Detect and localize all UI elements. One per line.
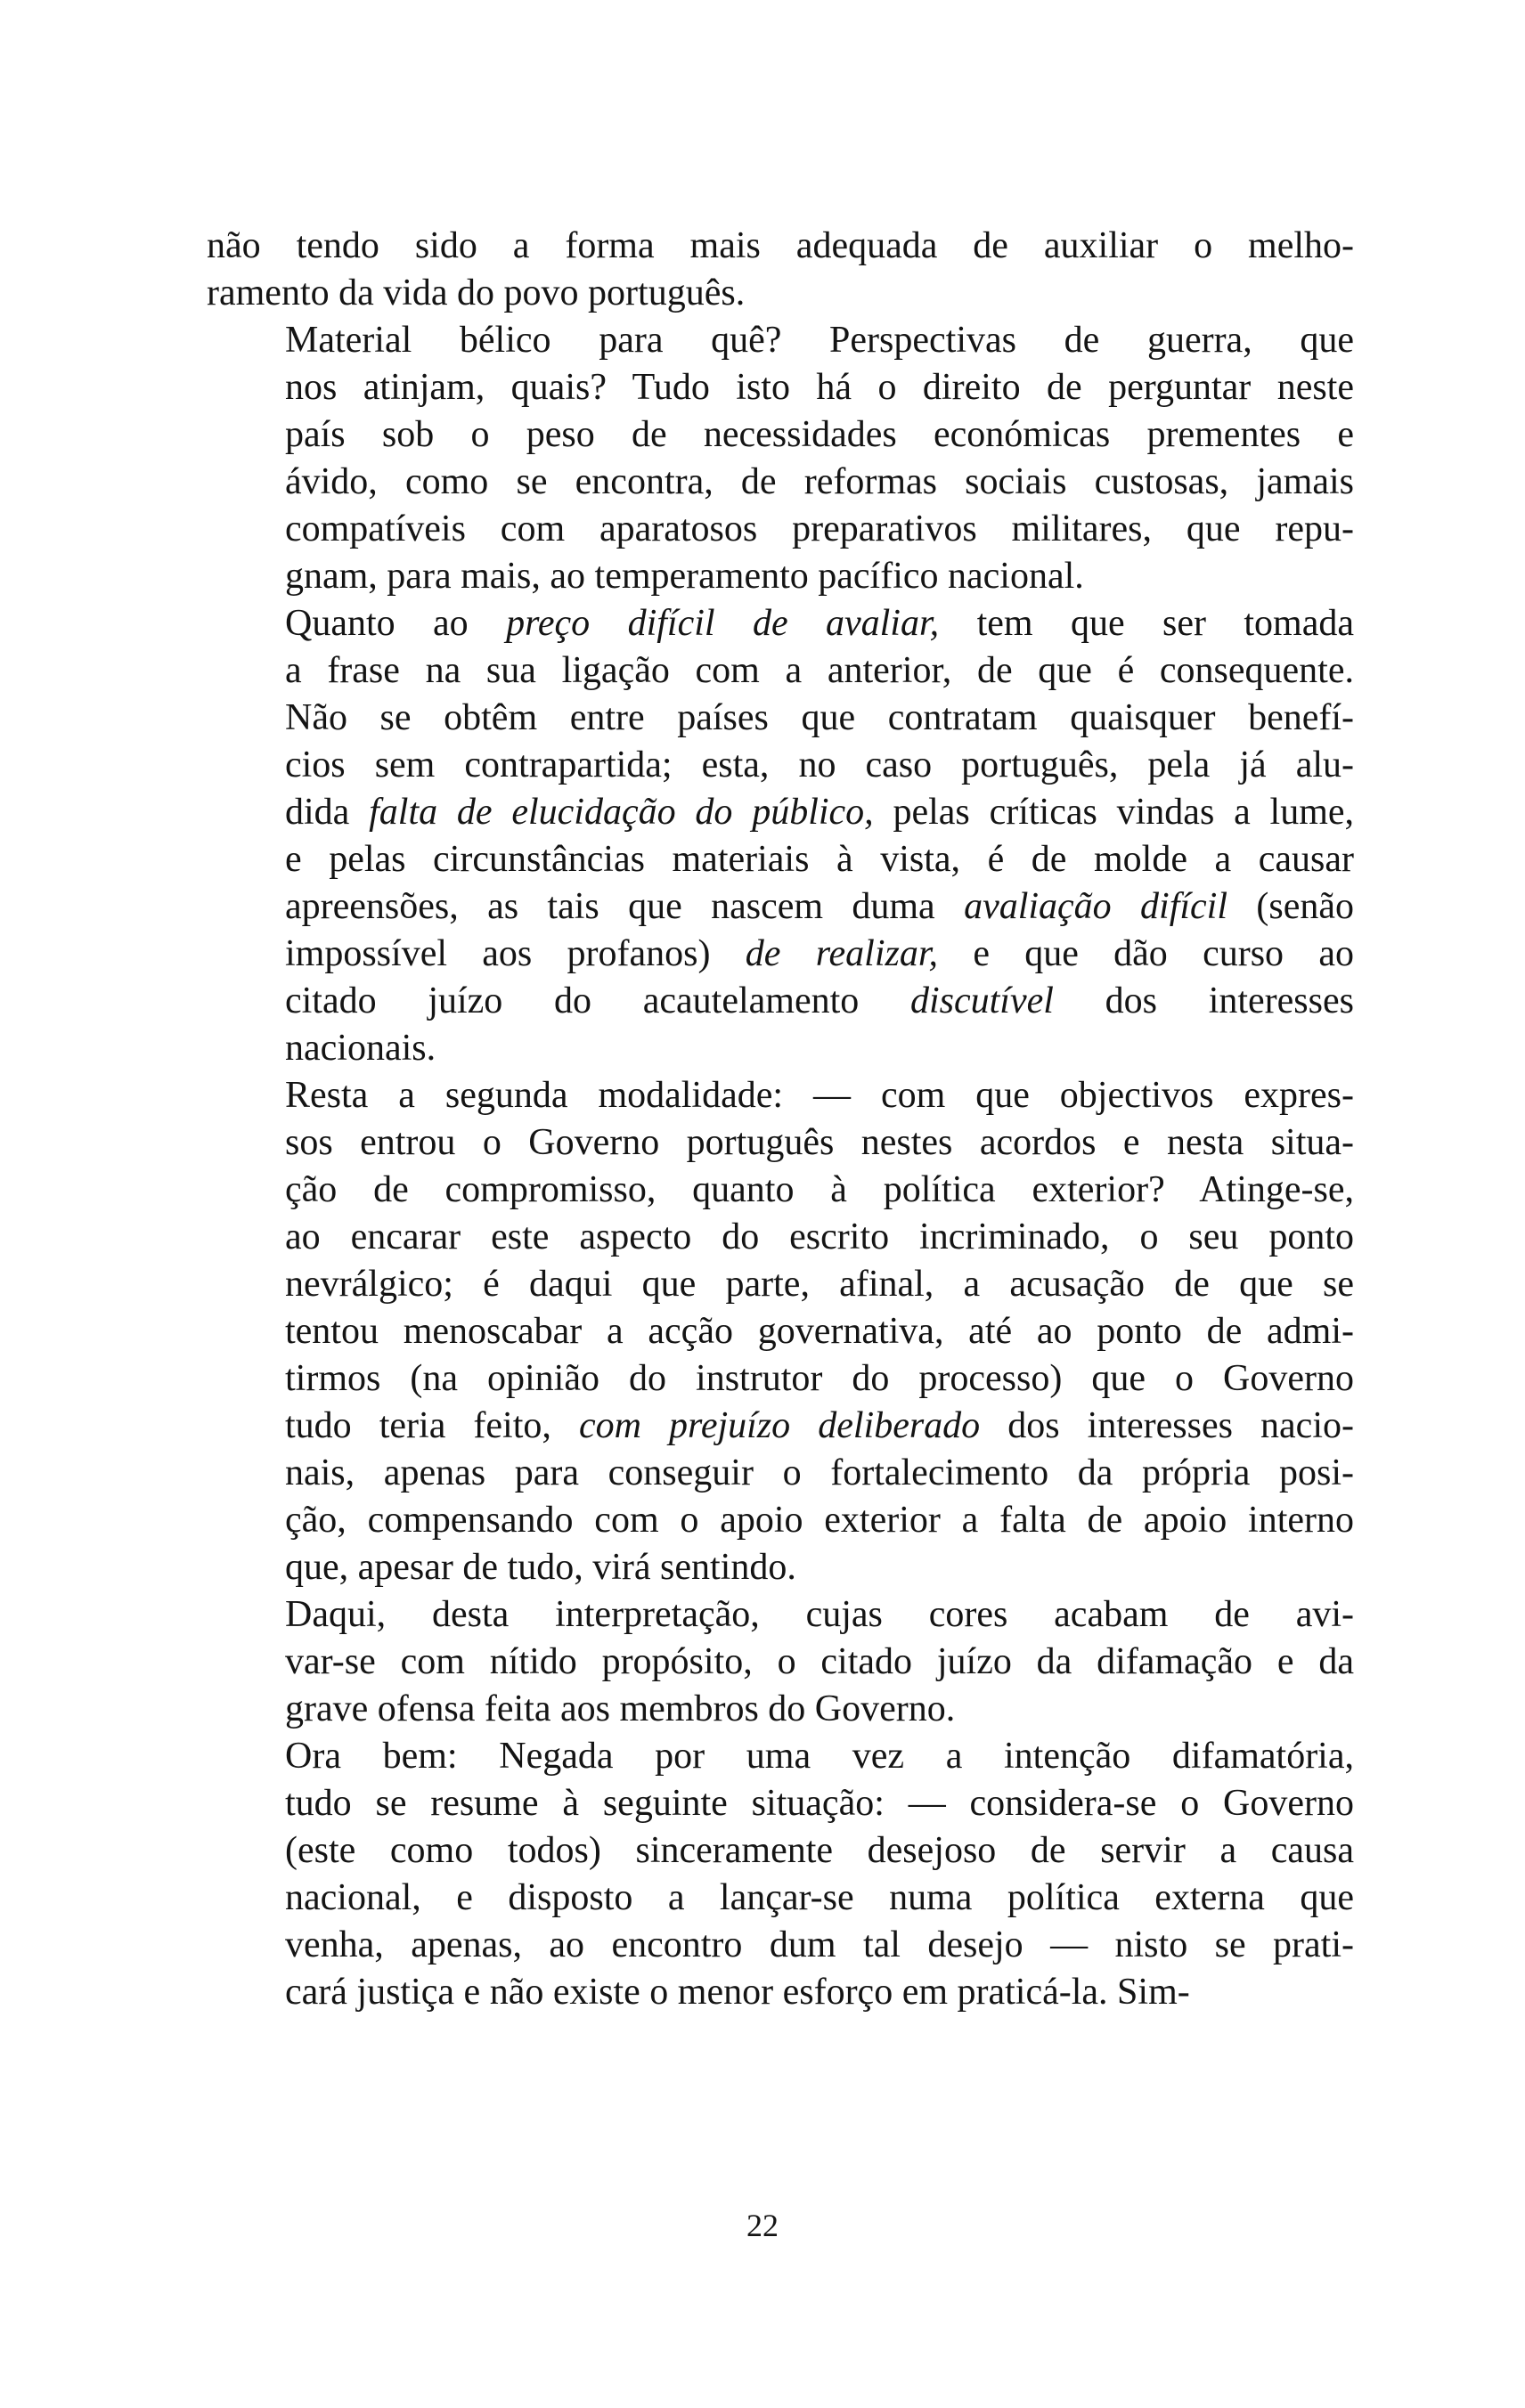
paragraph [207,1591,1354,1733]
text-run: pelas críticas vindas a lume, [873,792,1355,833]
text-line [207,506,1354,553]
text-line [207,1214,1354,1261]
body-text [207,223,1354,2016]
text-line [207,1072,1354,1119]
text-line [207,1780,1354,1827]
text-line [207,1875,1354,1922]
text-line [207,1403,1354,1450]
text-run: cios sem contrapartida; esta, no caso português, pela já alu- [285,744,1354,785]
text-run: Material bélico para quê? Perspectivas de guerra, que [285,320,1354,361]
text-run: ramento da vida do povo português. [207,273,746,313]
paragraph [207,600,1354,1072]
text-run: nevrálgico; é daqui que parte, afinal, a acusação de que se [285,1264,1354,1305]
text-line [207,1969,1354,2016]
text-run: apreensões, as tais que nascem duma [285,886,965,927]
text-run: var-se com nítido propósito, o citado juízo da difamação e da [285,1641,1354,1682]
text-line [207,553,1354,600]
text-line [207,1686,1354,1733]
text-run: dos interesses nacio- [980,1405,1354,1446]
text-line [207,1450,1354,1497]
text-line [207,270,1354,317]
text-line [207,931,1354,978]
text-line [207,1544,1354,1591]
text-run: sos entrou o Governo português nestes acordos e nesta situa- [285,1122,1354,1163]
text-run: país sob o peso de necessidades económicas prementes e [285,414,1354,455]
italic-text: com prejuízo deliberado [578,1405,981,1446]
text-run: dida [285,792,370,833]
text-line [207,1497,1354,1544]
text-line [207,1922,1354,1969]
text-line [207,1733,1354,1780]
text-line [207,695,1354,742]
text-line [207,836,1354,883]
text-line [207,978,1354,1025]
text-run: Quanto ao [285,603,507,644]
paragraph [207,317,1354,600]
text-line [207,600,1354,647]
text-run: nacionais. [285,1028,436,1069]
text-line [207,459,1354,506]
text-line [207,1261,1354,1308]
text-run: Resta a segunda modalidade: — com que objectivos expres- [285,1075,1354,1116]
text-run: que, apesar de tudo, virá sentindo. [285,1547,796,1588]
paragraph [207,1072,1354,1591]
text-line [207,1025,1354,1072]
text-line [207,1591,1354,1639]
text-run: tem que ser tomada [939,603,1354,644]
text-run: não tendo sido a forma mais adequada de auxiliar o melho- [207,225,1354,266]
text-line [207,223,1354,270]
text-run: nos atinjam, quais? Tudo isto há o direito de perguntar neste [285,367,1354,408]
text-run: citado juízo do acautelamento [285,980,910,1021]
text-run: a frase na sua ligação com a anterior, de que é consequente. [285,650,1354,691]
italic-text: falta de elucidação do público, [369,792,874,833]
text-line [207,789,1354,836]
text-run: ção, compensando com o apoio exterior a falta de apoio interno [285,1500,1354,1541]
italic-text: de realizar, [745,933,939,974]
italic-text: avaliação difícil [964,886,1228,927]
text-run: cará justiça e não existe o menor esforço em praticá-la. Sim- [285,1972,1190,2013]
text-run: e que dão curso ao [938,933,1354,974]
text-run: gnam, para mais, ao temperamento pacífico nacional. [285,556,1084,597]
italic-text: preço difícil de avaliar, [506,603,940,644]
text-run: ávido, como se encontra, de reformas sociais custosas, jamais [285,461,1354,502]
text-run: Não se obtêm entre países que contratam quaisquer benefí- [285,697,1354,738]
italic-text: discutível [909,980,1054,1021]
text-run: tirmos (na opinião do instrutor do processo) que o Governo [285,1358,1354,1399]
text-run: ção de compromisso, quanto à política exterior? Atinge-se, [285,1169,1354,1210]
text-line [207,883,1354,931]
text-line [207,1308,1354,1355]
text-run: impossível aos profanos) [285,933,746,974]
text-run: (senão [1227,886,1354,927]
text-run: (este como todos) sinceramente desejoso de servir a causa [285,1830,1354,1871]
text-line [207,1167,1354,1214]
text-line [207,647,1354,695]
text-run: nais, apenas para conseguir o fortalecimento da própria posi- [285,1452,1354,1493]
text-line [207,742,1354,789]
text-run: tentou menoscabar a acção governativa, até ao ponto de admi- [285,1311,1354,1352]
text-run: ao encarar este aspecto do escrito incriminado, o seu ponto [285,1216,1354,1257]
text-run: tudo se resume à seguinte situação: — considera-se o Governo [285,1783,1354,1824]
text-run: venha, apenas, ao encontro dum tal desejo — nisto se prati- [285,1924,1354,1965]
text-run: Daqui, desta interpretação, cujas cores acabam de avi- [285,1594,1354,1635]
text-run: e pelas circunstâncias materiais à vista, é de molde a causar [285,839,1354,880]
text-line [207,317,1354,364]
text-run: nacional, e disposto a lançar-se numa política externa que [285,1877,1354,1918]
text-run: dos interesses [1053,980,1354,1021]
page-number: 22 [746,2208,779,2243]
text-line [207,411,1354,459]
text-line [207,1827,1354,1875]
text-line [207,1119,1354,1167]
text-line [207,364,1354,411]
text-run: grave ofensa feita aos membros do Governo. [285,1688,956,1729]
paragraph [207,223,1354,317]
text-line [207,1355,1354,1403]
text-run: Ora bem: Negada por uma vez a intenção difamatória, [285,1736,1354,1777]
text-run: compatíveis com aparatosos preparativos militares, que repu- [285,508,1354,549]
paragraph [207,1733,1354,2016]
text-run: tudo teria feito, [285,1405,579,1446]
text-line [207,1639,1354,1686]
